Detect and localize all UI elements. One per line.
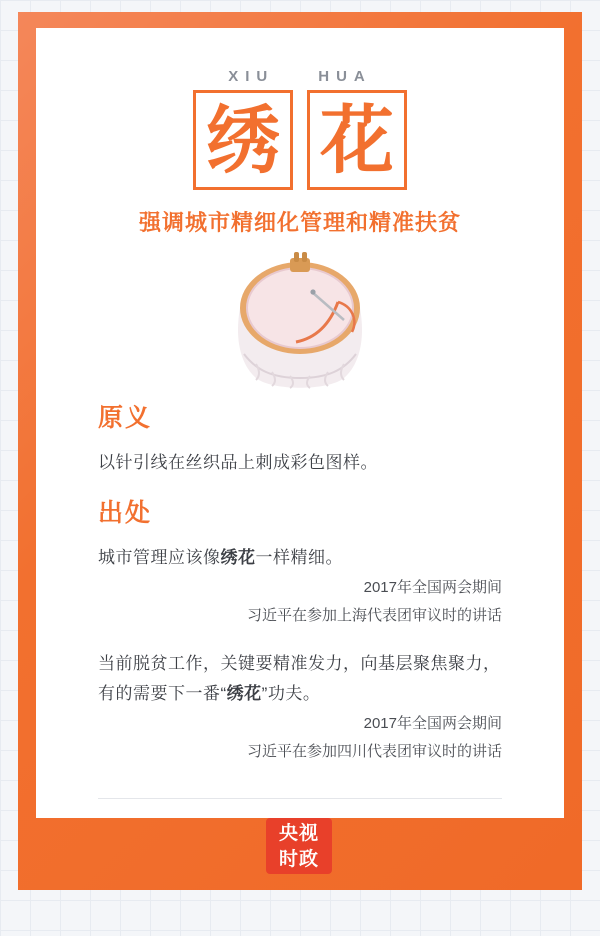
section-heading: 出处 <box>98 499 153 527</box>
quote-2-attribution-line-1: 2017年全国两会期间 <box>363 715 502 732</box>
section-heading: 原义 <box>98 404 153 432</box>
quote-2-text <box>98 649 502 709</box>
cctv-zhengzhi-logo <box>266 818 332 874</box>
title-row <box>36 90 564 190</box>
pinyin-label: XIU HUA <box>228 68 372 85</box>
quote-2-attribution-line-2: 习近平在参加四川代表团审议时的讲话 <box>246 743 502 760</box>
quote-2-after: ”功夫。 <box>261 684 321 703</box>
quote-1-before: 城市管理应该像 <box>98 548 221 567</box>
embroidery-hoop-illustration <box>212 246 388 394</box>
quote-1-highlight: 绣花 <box>220 548 256 567</box>
quote-2-before: 当前脱贫工作，关键要精准发力，向基层聚焦聚力，有的需要下一番“ <box>98 654 501 703</box>
section-paragraph: 以针引线在丝织品上刺成彩色图样。 <box>98 453 378 472</box>
quote-1-text <box>98 543 502 573</box>
section-original-meaning <box>98 398 502 478</box>
quote-2-highlight: 绣花 <box>226 684 262 703</box>
section-source <box>98 493 502 765</box>
white-content-card <box>36 28 564 818</box>
quote-1-after: 一样精细。 <box>255 548 343 567</box>
quote-1-attribution-line-1: 2017年全国两会期间 <box>363 579 502 596</box>
logo-line-1: 央视 <box>278 823 319 844</box>
title-char-2: 花 <box>307 90 407 190</box>
subtitle: 强调城市精细化管理和精准扶贫 <box>138 210 461 235</box>
bottom-divider <box>98 798 502 799</box>
logo-line-2: 时政 <box>278 849 319 870</box>
paragraph-spacer <box>98 629 502 649</box>
title-char-1: 绣 <box>193 90 293 190</box>
quote-1-attribution-line-2: 习近平在参加上海代表团审议时的讲话 <box>246 607 502 624</box>
